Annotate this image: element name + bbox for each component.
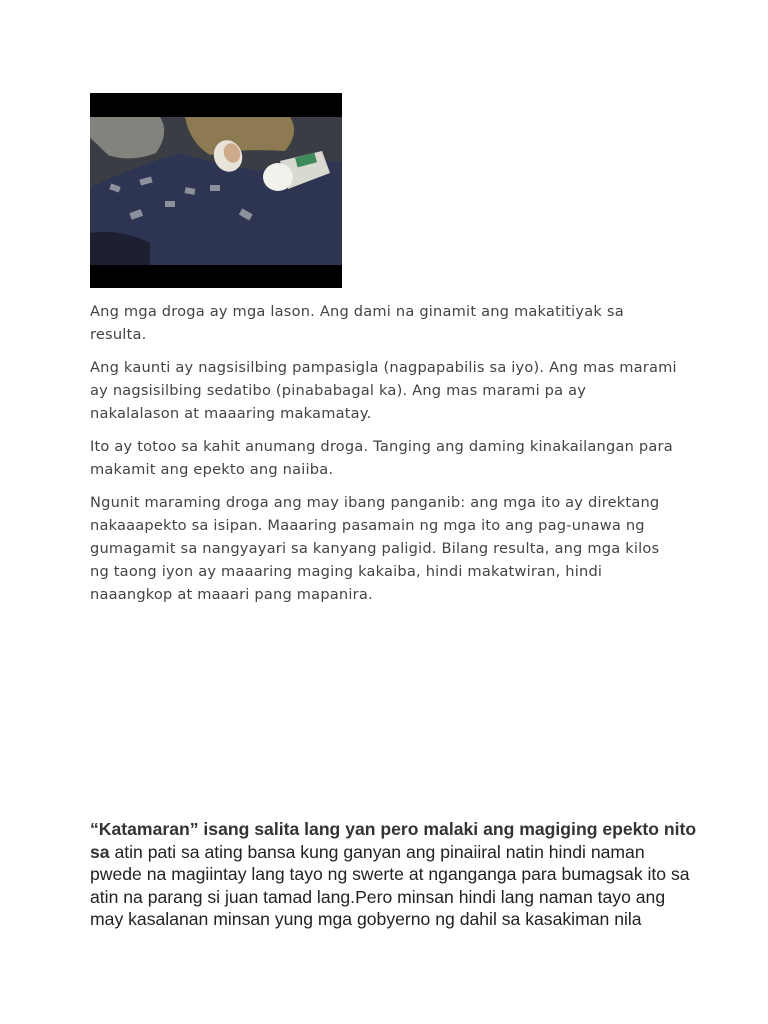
drug-pills-photo [90,93,342,288]
paragraph-4: Ngunit maraming droga ang may ibang panganib: ang mga ito ay direktang nakaaapekto sa isipan. Maaaring pasamain ng mga ito ang pag-unawa ng gumagamit sa nangyayari sa kanyang paligid. Bilang resulta, ang mga kilos ng taong iyon ay maaaring maging kakaiba, hindi makatwiran, hindi naaangkop at maaari pang mapanira. [90,494,660,603]
katamaran-paragraph [90,818,700,931]
katamaran-lead: “Katamaran” isang salita lang yan pero malaki ang magiging epekto nito sa [90,819,697,862]
paragraph-2: Ang kaunti ay nagsisilbing pampasigla (nagpapabilis sa iyo). Ang mas marami ay nagsisilbing sedatibo (pinababagal ka). Ang mas marami pa ay nakalalason at maaaring makamatay. [90,359,677,422]
paragraph-3: Ito ay totoo sa kahit anumang droga. Tanging ang daming kinakailangan para makamit ang epekto ang naiiba. [90,438,673,478]
katamaran-rest: atin pati sa ating bansa kung ganyan ang pinaiiral natin hindi naman pwede na magiintay lang tayo ng swerte at nganganga para bumagsak ito sa atin na parang si juan tamad lang.Pero minsan hindi lang naman tayo ang may kasalanan minsan yung mga gobyerno ng dahil sa kasakiman nila [90,841,690,929]
drug-pills-photo-icon [90,93,342,288]
paragraph-1: Ang mga droga ay mga lason. Ang dami na ginamit ang makatitiyak sa resulta. [90,303,624,343]
